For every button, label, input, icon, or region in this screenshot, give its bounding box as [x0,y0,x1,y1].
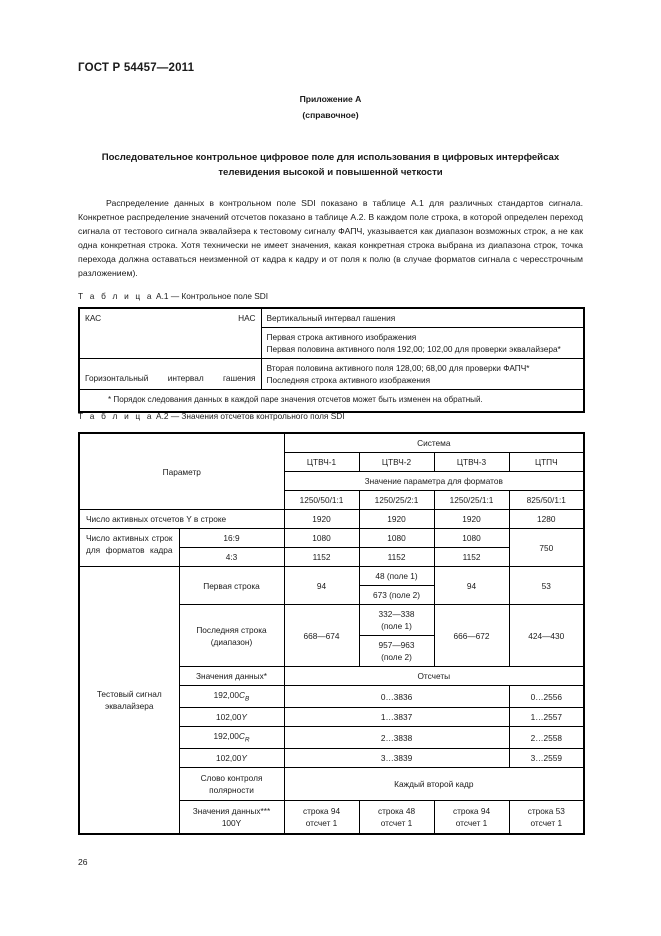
table-a1-caption-label: Т а б л и ц а [78,291,154,301]
a2-data-label-3-num: 102,00 [216,753,242,764]
a1-second-half-line1: Вторая половина активного поля 128,00; 68,00 для проверки ФАПЧ* [266,363,530,374]
a2-header-system-1: ЦТВЧ-1 [284,453,359,472]
a2-header-format-2: 1250/25/2:1 [359,491,434,510]
a2-lines-16-9-c3: 1080 [434,529,509,548]
table-a1 [78,307,585,413]
a2-aspect-16-9: 16:9 [179,529,284,548]
table-row [79,359,584,390]
a1-label-hac: НАС [238,313,256,323]
a2-first-line-c2-field1: 48 (поле 1) [359,567,434,586]
a2-data-wide-0: 0…3836 [284,686,509,708]
a1-label-kac: КАС [85,313,102,323]
annex-type: (справочное) [302,109,359,120]
a2-header-format-value: Значение параметра для форматов [284,472,584,491]
a2-last-line-c2-field2 [359,636,434,667]
a2-data-wide-1: 1…3837 [284,708,509,727]
a2-polarity-value: Каждый второй кадр [284,768,584,801]
table-a2-caption-number: А.2 [156,411,169,421]
page-title [78,150,583,181]
a2-active-samples-c1: 1920 [284,510,359,529]
a2-data-label-2-num: 192,00 [213,731,239,742]
table-a1-caption [78,291,268,301]
a2-lines-4-3-c3: 1152 [434,548,509,567]
a2-data-values-3-line1: Значения данных*** [192,806,271,817]
a2-active-samples-c4: 1280 [509,510,584,529]
a2-data-label-3 [179,749,284,768]
a2-data-narrow-2: 2…2558 [509,727,584,749]
a1-first-active-line2: Первая половина активного поля 192,00; 102,00 для проверки эквалайзера* [266,344,561,355]
a2-polarity-line1: Слово контроля [200,773,263,784]
a2-label-equalizer-signal [79,567,179,835]
a2-data-narrow-3: 3…2559 [509,749,584,768]
a2-header-system-4: ЦТПЧ [509,453,584,472]
a2-lines-4-3-c1: 1152 [284,548,359,567]
a2-data-label-0 [179,686,284,708]
a2-lines-16-9-c2: 1080 [359,529,434,548]
intro-paragraph: Распределение данных в контрольном поле SDI показано в таблице А.1 для различных стандартов сигнала. Конкретное распределение значений отсчетов показано в таблице А.2. В каждом поле строка, в которой определен переход сигнала от тестового сигнала эквалайзера к тестовому сигналу ФАПЧ, указывается как диапазон возможных строк, а не как одна конкретная строка. Хотя технически не имеет значения, какая конкретная строка выбрана из диапазона строк, точка перехода должна оставаться неизменной от кадра к кадру и от поля к полю (в случае форматов сигнала с чересстрочным разложением). [78,198,583,279]
a2-last-line-c2-field1-range: 332—338 [378,609,415,620]
a1-footnote: * Порядок следования данных в каждой паре значения отсчетов может быть изменен на обратный. [79,390,584,412]
a2-final-c4-sample: отсчет 1 [530,818,563,829]
a1-cell-second-half [261,359,584,390]
a2-last-line-c2-field2-range: 957—963 [378,640,415,651]
a2-data-narrow-1: 1…2557 [509,708,584,727]
a2-lines-16-9-c1: 1080 [284,529,359,548]
page-number: 26 [78,857,88,867]
a2-first-line-c1: 94 [284,567,359,605]
a2-last-line-c2-field2-note: (поле 2) [381,652,412,663]
a2-aspect-4-3: 4:3 [179,548,284,567]
a2-final-c4 [509,801,584,835]
annex-heading [0,92,661,124]
a2-final-c3 [434,801,509,835]
table-row [79,308,584,328]
table-row [79,529,584,548]
table-a2-caption-label: Т а б л и ц а [78,411,154,421]
a2-last-line-label-line2: (диапазон) [210,636,253,647]
a2-equalizer-line1: Тестовый сигнал [96,689,162,700]
standard-header: ГОСТ Р 54457—2011 [78,62,195,74]
table-header-row [79,433,584,453]
a2-data-wide-2: 2…3838 [284,727,509,749]
table-a1-caption-number: А.1 [156,291,169,301]
a2-data-label-2 [179,727,284,749]
a1-first-active-line1: Первая строка активного изображения [266,332,417,343]
a2-label-first-line: Первая строка [179,567,284,605]
a2-data-label-1 [179,708,284,727]
a2-equalizer-line2: эквалайзера [105,701,154,712]
a2-last-line-c1: 668—674 [284,605,359,667]
a2-data-label-0-num: 192,00 [213,690,240,701]
a2-data-label-2-sub: R [244,736,250,744]
a2-data-values-3-line2: 100Y [221,818,242,829]
a2-header-parameter: Параметр [79,433,284,510]
a1-second-half-line2: Последняя строка активного изображения [266,375,431,386]
a2-label-data-values-3 [179,801,284,835]
a2-final-c2-sample: отсчет 1 [380,818,413,829]
a2-data-label-1-num: 102,00 [216,712,242,723]
a2-data-label-2-sym: C [238,731,245,742]
page-title-line1: Последовательное контрольное цифровое поле для использования в цифровых интерфейсах [101,152,560,163]
a2-header-system: Система [284,433,584,453]
a2-final-c1 [284,801,359,835]
a2-last-line-c2-field1 [359,605,434,636]
a2-active-samples-c3: 1920 [434,510,509,529]
a2-final-c1-sample: отсчет 1 [305,818,338,829]
a2-final-c4-line: строка 53 [527,806,565,817]
a2-first-line-c4: 53 [509,567,584,605]
annex-label: Приложение А [299,94,362,104]
a2-active-samples-c2: 1920 [359,510,434,529]
a2-data-label-0-sub: B [245,695,250,703]
a2-last-line-c4: 424—430 [509,605,584,667]
table-row [79,510,584,529]
a2-final-c1-line: строка 94 [302,806,341,817]
a2-header-system-3: ЦТВЧ-3 [434,453,509,472]
a2-last-line-label-line1: Последняя строка [196,624,267,635]
table-a2-caption-text: — Значения отсчетов контрольного поля SDI [170,411,345,421]
a2-lines-4-3-c2: 1152 [359,548,434,567]
a2-data-label-1-sym: Y [241,712,247,723]
a2-first-line-c3: 94 [434,567,509,605]
a2-data-label-3-sym: Y [241,753,247,764]
a2-last-line-c3: 666—672 [434,605,509,667]
a2-label-last-line [179,605,284,667]
a2-data-narrow-0: 0…2556 [509,686,584,708]
a2-final-c2 [359,801,434,835]
a2-label-active-lines: Число активных строк для форматов кадра [79,529,179,567]
a2-final-c3-line: строка 94 [452,806,491,817]
a2-data-label-0-sym: C [239,690,246,701]
a2-samples-header: Отсчеты [284,667,584,686]
table-row [79,567,584,586]
a2-header-format-4: 825/50/1:1 [509,491,584,510]
table-a2-caption [78,411,345,421]
table-a1-caption-text: — Контрольное поле SDI [170,291,269,301]
a2-header-format-3: 1250/25/1:1 [434,491,509,510]
a2-header-system-2: ЦТВЧ-2 [359,453,434,472]
a2-label-active-samples: Число активных отсчетов Y в строке [79,510,284,529]
a2-last-line-c2-field1-note: (поле 1) [381,621,412,632]
a2-lines-ctpc: 750 [509,529,584,567]
a2-final-c3-sample: отсчет 1 [455,818,488,829]
a2-label-data-values: Значения данных* [179,667,284,686]
a2-polarity-line2: полярности [209,785,254,796]
a1-cell-kac-hac [79,308,261,359]
a2-label-polarity [179,768,284,801]
a1-cell-horizontal-blanking: Горизонтальный интервал гашения [79,359,261,390]
a2-header-format-1: 1250/50/1:1 [284,491,359,510]
a1-cell-first-active [261,328,584,359]
table-row [79,390,584,412]
a2-final-c2-line: строка 48 [377,806,416,817]
a1-cell-vertical-blanking: Вертикальный интервал гашения [261,308,584,328]
a2-data-wide-3: 3…3839 [284,749,509,768]
page-title-line2: телевидения высокой и повышенной четкости [218,167,443,179]
a2-first-line-c2-field2: 673 (поле 2) [359,586,434,605]
table-a2 [78,432,585,835]
